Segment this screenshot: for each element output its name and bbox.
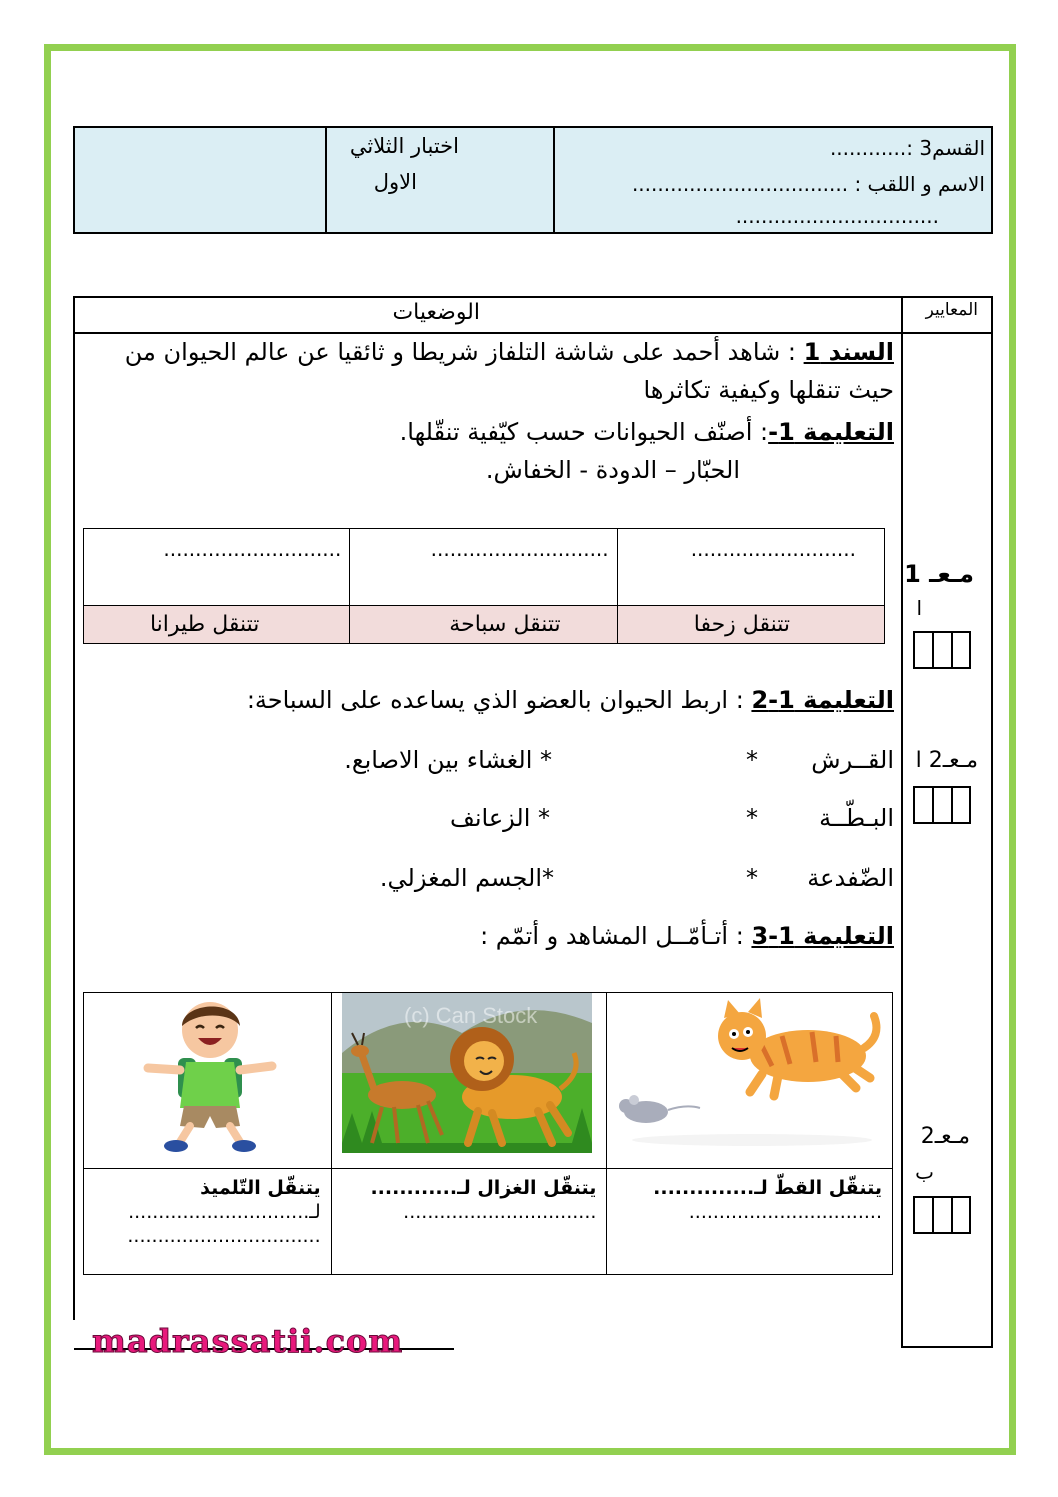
running-boy-image	[140, 996, 280, 1156]
header-flying: تتنقل طيرانا	[149, 611, 260, 637]
caption-gazelle-line2[interactable]: ................................	[403, 1201, 597, 1223]
header-swimming: تتنقل سباحة	[449, 611, 561, 637]
caption-cat-line2[interactable]: ................................	[688, 1201, 882, 1223]
class-label: القسم3 :............	[829, 136, 985, 160]
task3-label: التعليمة 1-3	[751, 922, 894, 950]
name-line-2: ................................	[735, 204, 939, 228]
criteria-1-line1: مـعـ 1	[904, 560, 974, 588]
criteria-1-line2: ا	[916, 596, 922, 620]
caption-boy-line2[interactable]: لـ..............................	[128, 1201, 321, 1223]
task1-instruction	[400, 418, 894, 446]
logo-cell	[75, 128, 325, 232]
exam-title-line2: الاول	[373, 170, 417, 194]
task3-instruction	[480, 922, 894, 950]
svg-text:(c) Can Stock: (c) Can Stock	[404, 1003, 538, 1028]
sanad-line2: حيث تنقلها وكيفية تكاثرها	[643, 376, 894, 404]
criteria-2b-line1: مـعـ2	[920, 1124, 970, 1149]
match-star-3[interactable]: *	[746, 864, 758, 892]
match-left-1: القــرش	[811, 746, 894, 774]
student-info-cell	[553, 128, 991, 232]
task2-label: التعليمة 1-2	[751, 686, 894, 714]
lion-chasing-gazelle-image	[342, 993, 592, 1153]
caption-gazelle-line1[interactable]: يتنقّل الغزال لـ............	[370, 1177, 597, 1199]
score-box-1[interactable]	[913, 631, 971, 669]
match-star-1[interactable]: *	[746, 746, 758, 774]
watermark: madrassatii.com	[92, 1322, 404, 1360]
match-right-2[interactable]: * الزعانف	[449, 804, 550, 832]
sanad-label: السند 1	[803, 338, 894, 366]
criteria-2b-line2: ب	[915, 1160, 934, 1184]
criteria-header: المعايير	[925, 300, 978, 320]
sanad-text: : شاهد أحمد على شاشة التلفاز شريطا و ثائقيا عن عالم الحيوان من	[124, 338, 804, 366]
cat-chasing-mouse-image	[612, 996, 882, 1146]
exam-title-cell	[325, 128, 553, 232]
caption-cat-line1[interactable]: يتنقّل القطّ لـ..............	[653, 1177, 882, 1199]
name-label: الاسم و اللقب : ..................................	[631, 172, 985, 196]
task3-text: : أتـأمّــل المشاهد و أتمّم :	[480, 922, 752, 950]
task2-text: : اربط الحيوان بالعضو الذي يساعده على السباحة:	[246, 686, 752, 714]
match-right-1[interactable]: * الغشاء بين الاصابع.	[344, 746, 552, 774]
task1-animals: الحبّار – الدودة - الخفاش.	[485, 456, 740, 484]
caption-boy-line3[interactable]: ................................	[127, 1225, 321, 1247]
match-star-2[interactable]: *	[746, 804, 758, 832]
classification-table	[83, 528, 885, 644]
task1-text: : أصنّف الحيوانات حسب كيّفية تنقّلها.	[399, 418, 769, 446]
criteria-2a: مـعـ2 ا	[915, 748, 978, 773]
exam-title-line1: اختبار الثلاثي	[349, 134, 459, 158]
caption-boy-line1: يتنقّل التّلميذ	[200, 1177, 321, 1199]
match-right-3[interactable]: *الجسم المغزلي.	[379, 864, 554, 892]
header-crawling: تتنقل زحفا	[693, 611, 790, 637]
situations-header: الوضعيات	[392, 300, 480, 325]
match-left-3: الضّفدعة	[807, 864, 894, 892]
blank-flying[interactable]: ............................	[163, 537, 342, 561]
header-table	[73, 126, 993, 234]
task1-label: التعليمة 1-	[768, 418, 894, 446]
score-box-3[interactable]	[913, 1196, 971, 1234]
score-box-2[interactable]	[913, 786, 971, 824]
sanad-line1	[125, 338, 894, 366]
task2-instruction	[247, 686, 894, 714]
match-left-2: البـطّــة	[819, 804, 894, 832]
blank-crawling[interactable]: ..........................	[690, 537, 856, 561]
blank-swimming[interactable]: ............................	[430, 537, 609, 561]
